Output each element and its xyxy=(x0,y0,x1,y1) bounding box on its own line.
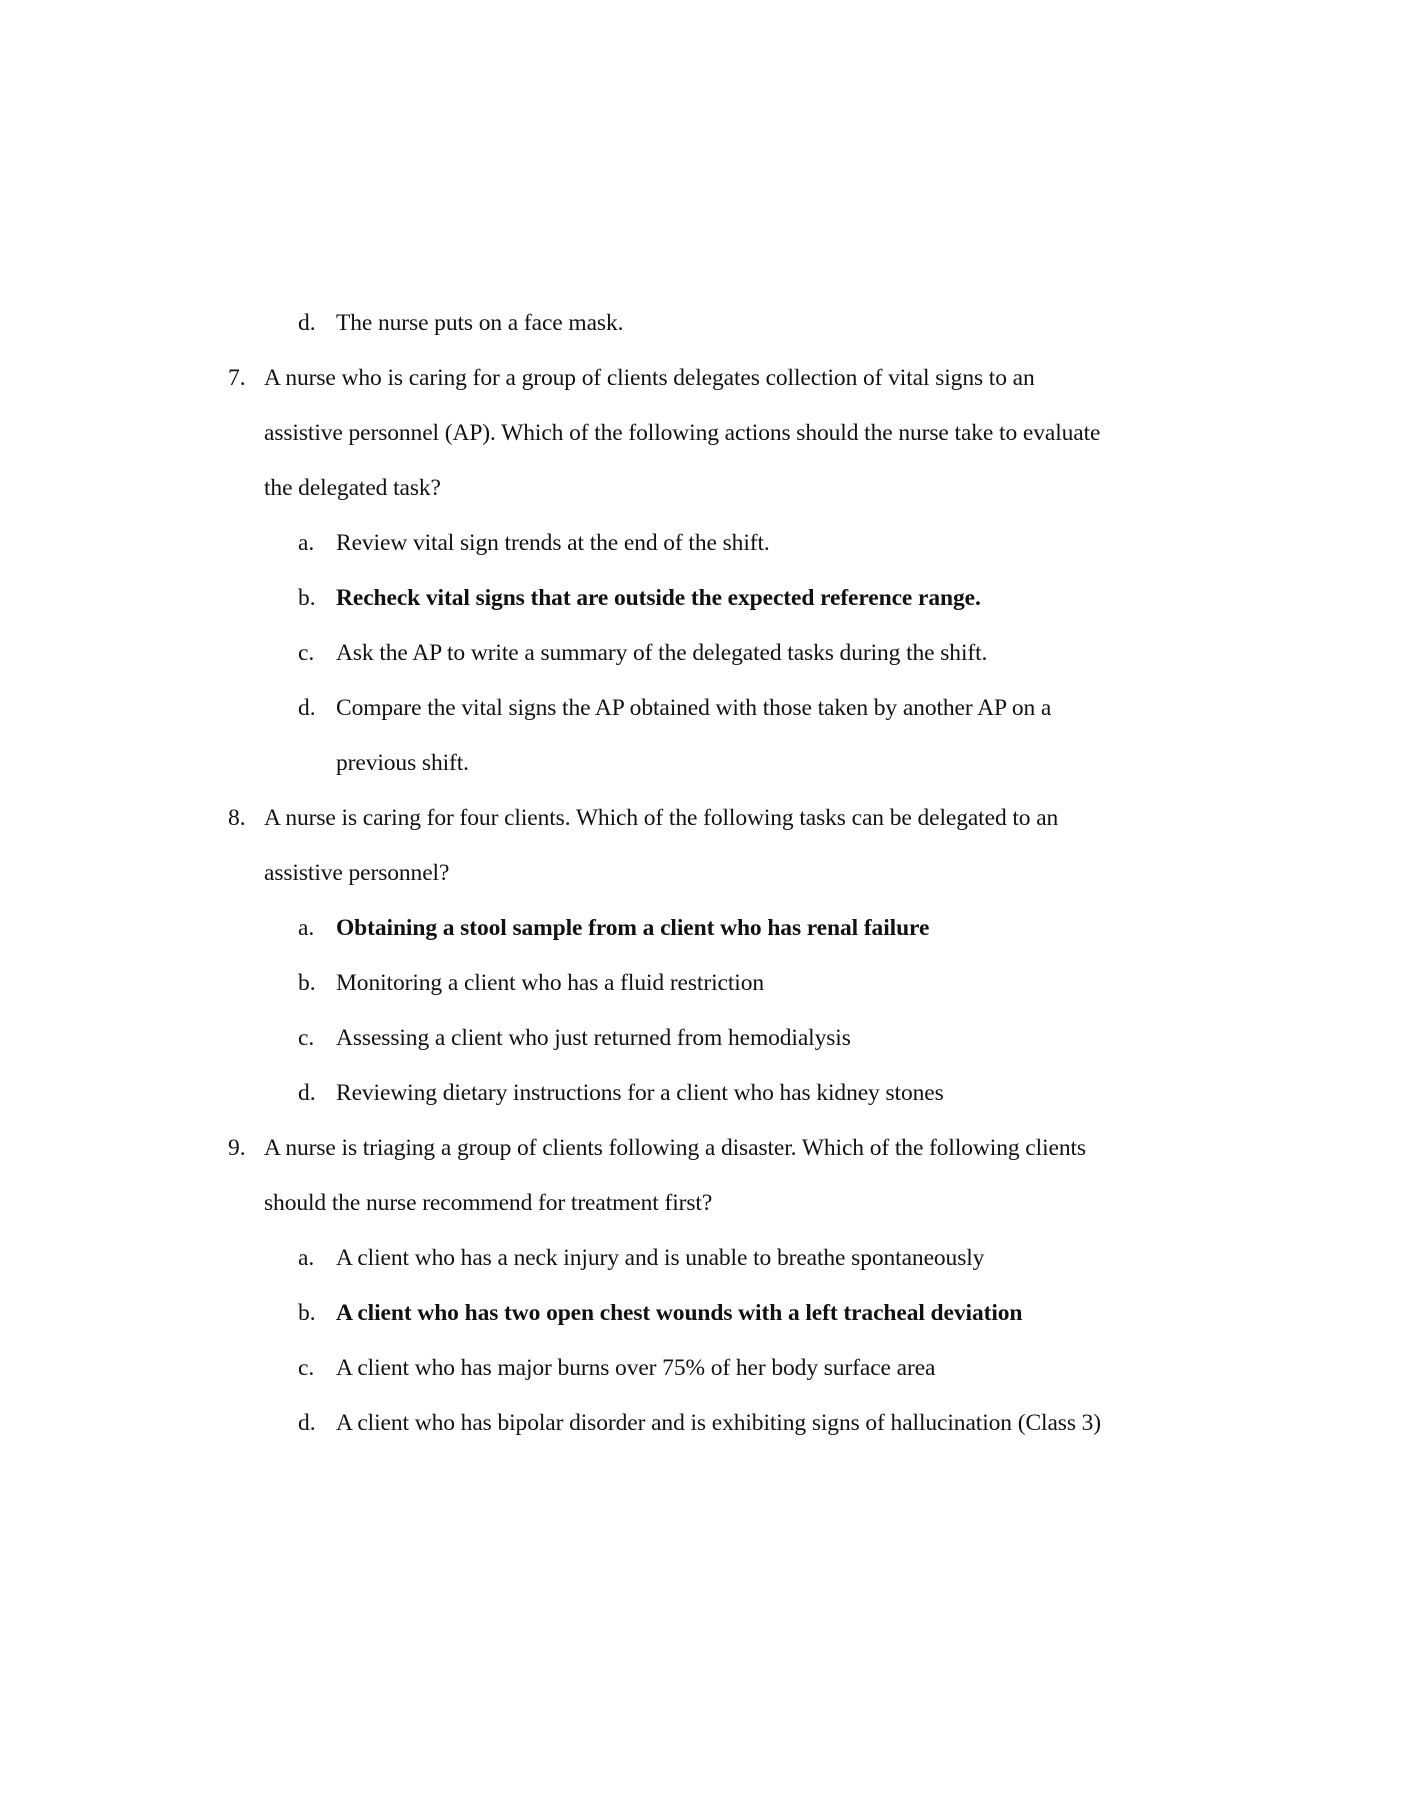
option-text: Reviewing dietary instructions for a client who has kidney stones xyxy=(336,1080,944,1106)
option-text: previous shift. xyxy=(336,750,469,776)
option-text: The nurse puts on a face mask. xyxy=(336,310,624,336)
option-text: A client who has major burns over 75% of her body surface area xyxy=(336,1355,936,1381)
option-text: A client who has bipolar disorder and is exhibiting signs of hallucination (Class 3) xyxy=(336,1410,1102,1436)
option-label: b. xyxy=(298,1300,316,1326)
option-text: Monitoring a client who has a fluid restriction xyxy=(336,970,764,996)
correct-answer-text: Obtaining a stool sample from a client who has renal failure xyxy=(336,915,930,941)
option-label: b. xyxy=(298,970,316,996)
question-text-line: A nurse is triaging a group of clients following a disaster. Which of the following clients xyxy=(264,1135,1086,1161)
option-text: Assessing a client who just returned from hemodialysis xyxy=(336,1025,851,1051)
question-number: 8. xyxy=(228,805,246,831)
correct-answer-text: A client who has two open chest wounds with a left tracheal deviation xyxy=(336,1300,1023,1326)
option-label: d. xyxy=(298,310,316,336)
question-number: 7. xyxy=(228,365,246,391)
option-label: c. xyxy=(298,1025,315,1051)
option-label: a. xyxy=(298,1245,315,1271)
option-label: a. xyxy=(298,530,315,556)
option-label: b. xyxy=(298,585,316,611)
question-text-line: A nurse is caring for four clients. Which of the following tasks can be delegated to an xyxy=(264,805,1059,831)
option-text: Ask the AP to write a summary of the delegated tasks during the shift. xyxy=(336,640,988,666)
option-text: Compare the vital signs the AP obtained with those taken by another AP on a xyxy=(336,695,1052,721)
option-label: d. xyxy=(298,1410,316,1436)
option-label: c. xyxy=(298,640,315,666)
option-label: c. xyxy=(298,1355,315,1381)
question-text-line: A nurse who is caring for a group of clients delegates collection of vital signs to an xyxy=(264,365,1035,391)
option-label: a. xyxy=(298,915,315,941)
option-text: A client who has a neck injury and is unable to breathe spontaneously xyxy=(336,1245,985,1271)
option-text: Review vital sign trends at the end of the shift. xyxy=(336,530,770,556)
option-label: d. xyxy=(298,1080,316,1106)
question-text-line: the delegated task? xyxy=(264,475,441,501)
correct-answer-text: Recheck vital signs that are outside the expected reference range. xyxy=(336,585,981,611)
question-text-line: assistive personnel (AP). Which of the following actions should the nurse take to evaluate xyxy=(264,420,1101,446)
question-number: 9. xyxy=(228,1135,246,1161)
option-label: d. xyxy=(298,695,316,721)
question-text-line: should the nurse recommend for treatment first? xyxy=(264,1190,713,1216)
question-text-line: assistive personnel? xyxy=(264,860,450,886)
